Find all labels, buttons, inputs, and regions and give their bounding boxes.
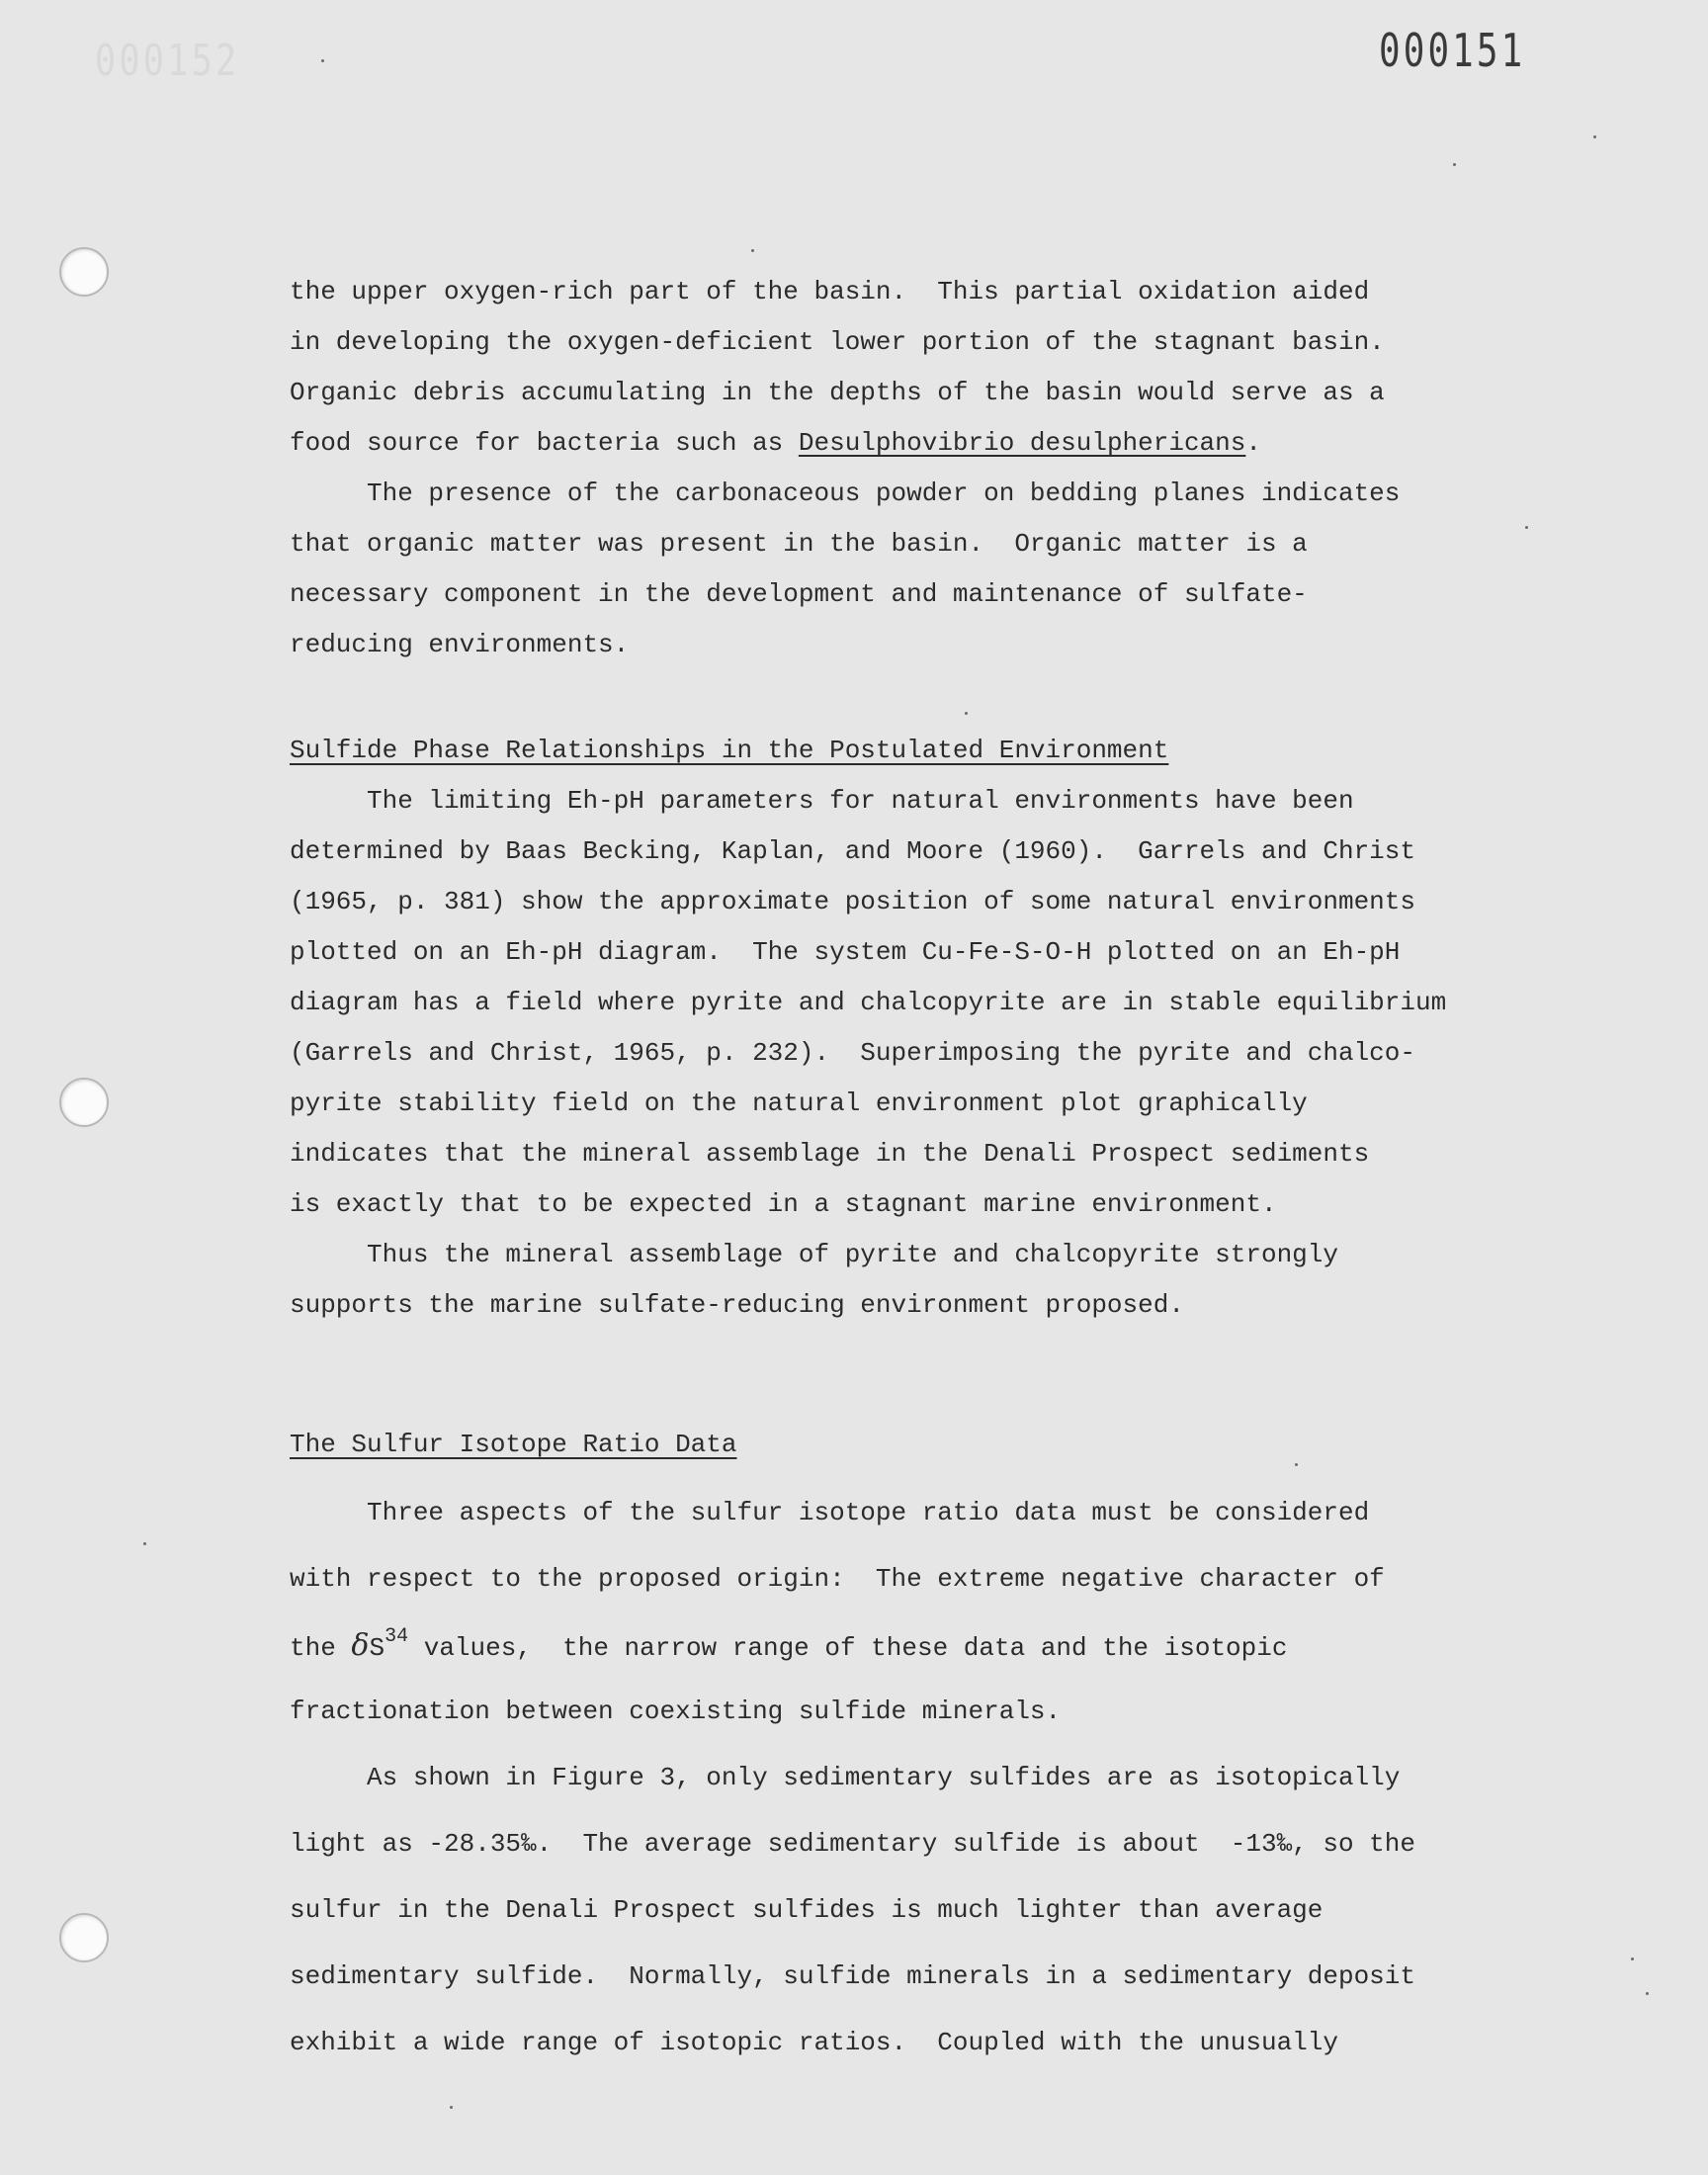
text-line: supports the marine sulfate-reducing environment proposed. xyxy=(290,1290,1184,1320)
scan-speck xyxy=(1295,1463,1298,1466)
punch-hole-bottom xyxy=(59,1913,109,1962)
text-line: Thus the mineral assemblage of pyrite and chalcopyrite strongly xyxy=(290,1240,1338,1269)
text-line: sulfur in the Denali Prospect sulfides is much lighter than average xyxy=(290,1895,1324,1925)
ghost-page-number: 000152 xyxy=(95,36,240,86)
punch-hole-top xyxy=(59,247,109,297)
scan-speck xyxy=(143,1542,146,1545)
scan-speck xyxy=(450,2106,453,2109)
text-line: with respect to the proposed origin: The extreme negative character of xyxy=(290,1564,1385,1594)
text-fragment: the xyxy=(290,1633,352,1663)
text-line: The limiting Eh-pH parameters for natural environments have been xyxy=(290,786,1354,816)
text-line: exhibit a wide range of isotopic ratios. Coupled with the unusually xyxy=(290,2028,1338,2057)
text-line: The presence of the carbonaceous powder on bedding planes indicates xyxy=(290,478,1401,508)
section-heading: The Sulfur Isotope Ratio Data xyxy=(290,1430,737,1459)
text-line: As shown in Figure 3, only sedimentary sulfides are as isotopically xyxy=(290,1763,1401,1792)
section-sulfur-isotope xyxy=(290,1420,1575,2076)
isotope-superscript: 34 xyxy=(384,1625,409,1648)
text-line: that organic matter was present in the basin. Organic matter is a xyxy=(290,529,1308,559)
text-line: reducing environments. xyxy=(290,630,630,659)
text-line: necessary component in the development and maintenance of sulfate- xyxy=(290,579,1308,609)
scan-speck xyxy=(965,712,968,715)
scan-speck xyxy=(1631,1958,1634,1960)
text-line: (1965, p. 381) show the approximate position of some natural environments xyxy=(290,887,1415,916)
text-line: the upper oxygen-rich part of the basin. This partial oxidation aided xyxy=(290,277,1370,306)
text-line: (Garrels and Christ, 1965, p. 232). Superimposing the pyrite and chalco- xyxy=(290,1038,1415,1068)
text-line: pyrite stability field on the natural environment plot graphically xyxy=(290,1088,1308,1118)
text-line: sedimentary sulfide. Normally, sulfide minerals in a sedimentary deposit xyxy=(290,1961,1415,1991)
scan-speck xyxy=(1525,526,1528,529)
text-fragment: . xyxy=(1245,428,1261,458)
paragraph-basin-oxidation xyxy=(290,267,1575,469)
text-fragment: food source for bacteria such as xyxy=(290,428,799,458)
text-line: indicates that the mineral assemblage in the Denali Prospect sediments xyxy=(290,1139,1370,1169)
scan-speck xyxy=(321,59,324,62)
text-line: Three aspects of the sulfur isotope ratio data must be considered xyxy=(290,1498,1370,1527)
text-line: Organic debris accumulating in the depths of the basin would serve as a xyxy=(290,378,1385,407)
paragraph-organic-matter xyxy=(290,469,1575,670)
punch-hole-middle xyxy=(59,1078,109,1127)
text-line xyxy=(290,1612,1575,1679)
section-sulfide-phase xyxy=(290,726,1575,1331)
text-line: light as -28.35‰. The average sedimentary sulfide is about -13‰, so the xyxy=(290,1829,1415,1859)
document-body xyxy=(290,267,1575,2076)
text-line: is exactly that to be expected in a stagnant marine environment. xyxy=(290,1189,1277,1219)
text-line: fractionation between coexisting sulfide minerals. xyxy=(290,1696,1062,1726)
text-line: determined by Baas Becking, Kaplan, and Moore (1960). Garrels and Christ xyxy=(290,836,1415,866)
text-line xyxy=(290,418,1575,469)
sulfur-symbol: S xyxy=(369,1633,385,1663)
scan-speck xyxy=(1646,1992,1649,1995)
scan-speck xyxy=(751,249,754,252)
section-heading: Sulfide Phase Relationships in the Postulated Environment xyxy=(290,736,1169,765)
scan-speck xyxy=(1593,135,1596,138)
species-name: Desulphovibrio desulphericans xyxy=(798,428,1246,458)
scan-speck xyxy=(1453,163,1456,166)
page-number-stamp: 000151 xyxy=(1379,24,1526,77)
text-line: diagram has a field where pyrite and chalcopyrite are in stable equilibrium xyxy=(290,988,1447,1017)
text-line: in developing the oxygen-deficient lower portion of the stagnant basin. xyxy=(290,327,1385,357)
text-fragment: values, the narrow range of these data and the isotopic xyxy=(408,1633,1288,1663)
text-line: plotted on an Eh-pH diagram. The system Cu-Fe-S-O-H plotted on an Eh-pH xyxy=(290,937,1401,967)
delta-symbol: δ xyxy=(351,1628,370,1663)
